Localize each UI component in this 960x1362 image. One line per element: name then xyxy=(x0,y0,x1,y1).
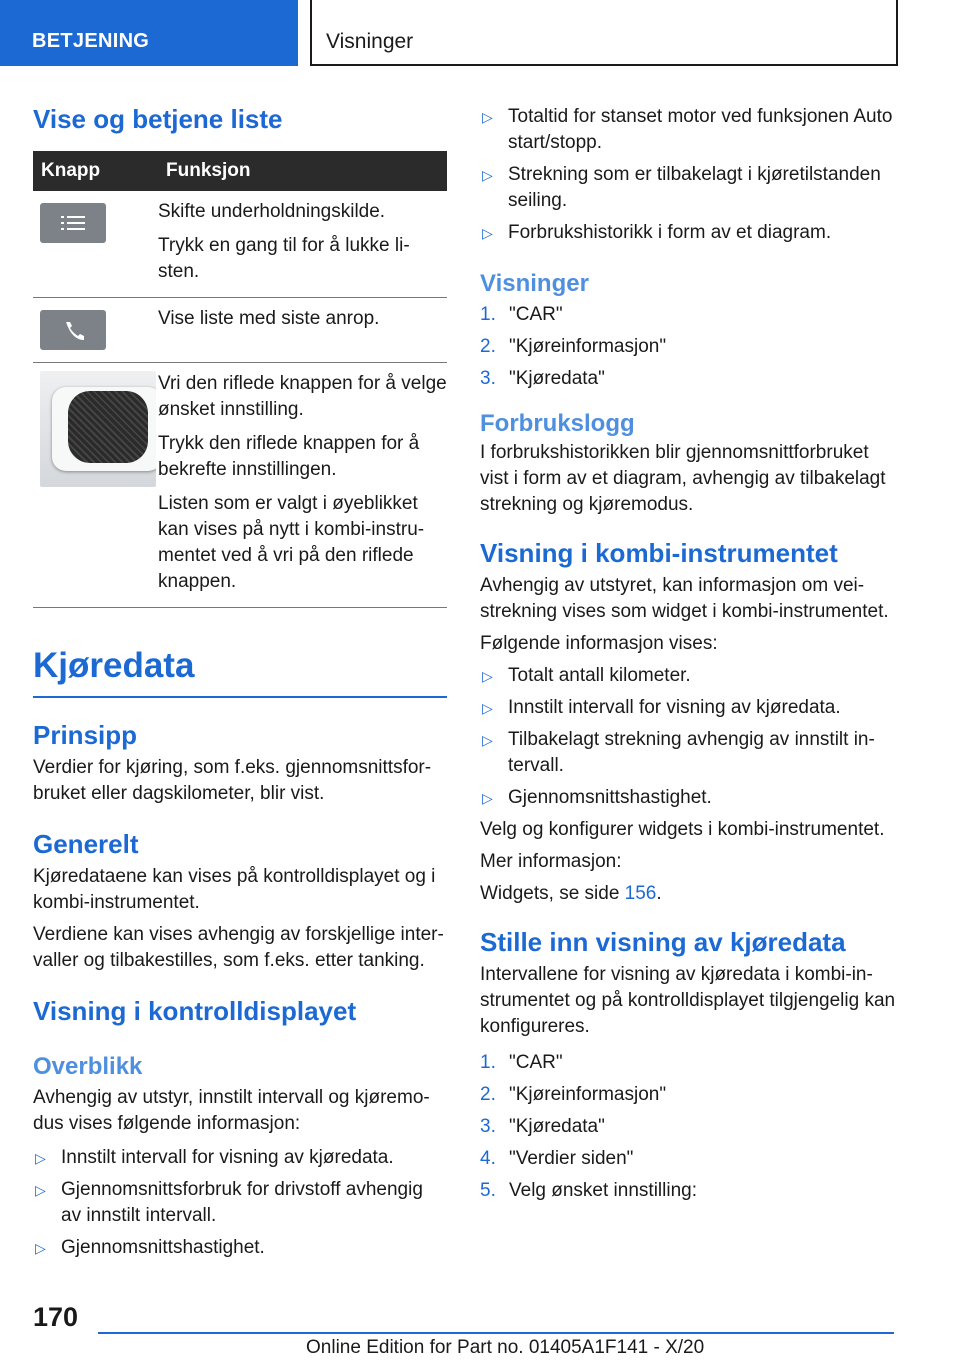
footer-divider xyxy=(98,1332,894,1334)
triangle-bullet-icon: ▷ xyxy=(482,732,493,748)
triangle-bullet-icon: ▷ xyxy=(482,225,493,241)
table-row xyxy=(33,298,447,363)
right-column xyxy=(480,104,900,1210)
button-function-table xyxy=(33,151,447,608)
mer-info: Mer informasjon: xyxy=(480,851,622,872)
list-item: ▷ Gjennomsnittshastighet. xyxy=(480,785,900,811)
list-item: ▷ Totalt antall kilometer. xyxy=(480,663,900,689)
list-item: ▷ Gjennomsnittsforbruk for drivstoff avhengig av innstilt intervall. xyxy=(35,1179,423,1226)
table-row xyxy=(33,363,447,608)
list-item: ▷ Forbrukshistorikk i form av et diagram. xyxy=(480,220,900,246)
list-item: 5. Velg ønsket innstilling: xyxy=(480,1180,697,1201)
table-heading: Vise og betjene liste xyxy=(33,104,283,134)
generelt-text: Kjøredataene kan vises på kontrolldisplayet og i kombi-instrumentet. xyxy=(33,866,436,913)
list-item: ▷ Gjennomsnittshastighet. xyxy=(33,1235,447,1261)
prinsipp-text: Verdier for kjøring, som f.eks. gjennomsnittsfor-bruket eller dagskilometer, blir vist. xyxy=(33,757,432,804)
section-label: BETJENING xyxy=(32,30,150,52)
table-cell-text: Skifte underholdningskilde. xyxy=(158,201,386,222)
list-icon xyxy=(40,203,106,243)
controller-knob-image xyxy=(40,371,156,487)
continued-list xyxy=(480,104,900,246)
forbrukslogg-heading: Forbrukslogg xyxy=(480,410,635,437)
section-tab xyxy=(0,0,298,66)
visninger-heading: Visninger xyxy=(480,270,589,297)
kombi-text-2: Velg og konfigurer widgets i kombi-instrumentet. xyxy=(480,819,885,840)
list-item: 1. "CAR" xyxy=(480,304,563,325)
kombi-list xyxy=(480,663,900,811)
table-cell-text: Trykk den riflede knappen for å bekrefte innstillingen. xyxy=(158,433,420,480)
table-cell-text: Listen som er valgt i øyeblikket kan vises på nytt i kombi-instru-mentet ved å vri på den riflede knappen. xyxy=(158,493,425,592)
triangle-bullet-icon: ▷ xyxy=(482,668,493,684)
overblikk-list xyxy=(33,1145,447,1261)
chapter-title: Visninger xyxy=(326,30,414,53)
list-item: ▷ Strekning som er tilbakelagt i kjøretilstanden seiling. xyxy=(482,164,881,211)
kombi-intro: Følgende informasjon vises: xyxy=(480,633,718,654)
edition-note: Online Edition for Part no. 01405A1F141 - X/20 xyxy=(306,1337,705,1358)
list-item: ▷ Totaltid for stanset motor ved funksjonen Auto start/stopp. xyxy=(482,106,893,153)
table-header-funksjon: Funksjon xyxy=(158,151,447,191)
table-cell-text: Trykk en gang til for å lukke li-sten. xyxy=(158,235,410,282)
page-number: 170 xyxy=(33,1302,79,1332)
generelt-heading: Generelt xyxy=(33,829,139,859)
visning-heading: Visning i kontrolldisplayet xyxy=(33,996,357,1026)
table-cell-text: Vise liste med siste anrop. xyxy=(158,308,380,329)
table-cell-text: Vri den riflede knappen for å velge ønsket innstilling. xyxy=(158,373,447,420)
overblikk-heading: Overblikk xyxy=(33,1053,143,1080)
overblikk-text: Avhengig av utstyr, innstilt intervall og kjøremo-dus vises følgende informasjon: xyxy=(33,1087,430,1134)
list-item: ▷ Innstilt intervall for visning av kjøredata. xyxy=(33,1145,447,1171)
triangle-bullet-icon: ▷ xyxy=(35,1150,46,1166)
list-item: 3. "Kjøredata" xyxy=(480,368,605,389)
kombi-heading: Visning i kombi-instrumentet xyxy=(480,538,838,568)
visninger-steps xyxy=(480,302,900,392)
main-title-wrap xyxy=(33,646,447,698)
stille-heading: Stille inn visning av kjøredata xyxy=(480,927,846,957)
list-item: 2. "Kjøreinformasjon" xyxy=(480,1084,667,1105)
triangle-bullet-icon: ▷ xyxy=(482,167,493,183)
list-item: ▷ Tilbakelagt strekning avhengig av innstilt in-tervall. xyxy=(482,729,875,776)
kombi-text: Avhengig av utstyret, kan informasjon om vei-strekning vises som widget i kombi-instrumentet. xyxy=(480,575,889,622)
triangle-bullet-icon: ▷ xyxy=(35,1182,46,1198)
triangle-bullet-icon: ▷ xyxy=(482,700,493,716)
triangle-bullet-icon: ▷ xyxy=(35,1240,46,1256)
list-item: ▷ Innstilt intervall for visning av kjøredata. xyxy=(480,695,900,721)
chapter-header xyxy=(310,0,898,66)
table-header-knapp: Knapp xyxy=(33,151,158,191)
table-row xyxy=(33,191,447,298)
page-link[interactable]: 156 xyxy=(624,883,657,904)
phone-icon xyxy=(40,310,106,350)
generelt-text-2: Verdiene kan vises avhengig av forskjellige inter-valler og tilbakestilles, som f.eks. etter tanking. xyxy=(33,924,444,971)
left-column xyxy=(33,96,447,1267)
forbrukslogg-text: I forbrukshistorikken blir gjennomsnittforbruket vist i form av et diagram, avhengig av tilbakelagt strekning og kjøremodus. xyxy=(480,442,886,515)
list-item: 2. "Kjøreinformasjon" xyxy=(480,336,667,357)
stille-steps xyxy=(480,1050,900,1204)
list-item: 4. "Verdier siden" xyxy=(480,1148,634,1169)
main-title: Kjøredata xyxy=(33,646,195,685)
stille-text: Intervallene for visning av kjøredata i kombi-in-strumentet og på kontrolldisplayet tilgjengelig kan konfigureres. xyxy=(480,964,896,1037)
list-item: 3. "Kjøredata" xyxy=(480,1116,605,1137)
triangle-bullet-icon: ▷ xyxy=(482,109,493,125)
list-item: 1. "CAR" xyxy=(480,1052,563,1073)
prinsipp-heading: Prinsipp xyxy=(33,720,138,750)
triangle-bullet-icon: ▷ xyxy=(482,790,493,806)
widgets-ref: Widgets, se side 156. xyxy=(480,883,662,904)
